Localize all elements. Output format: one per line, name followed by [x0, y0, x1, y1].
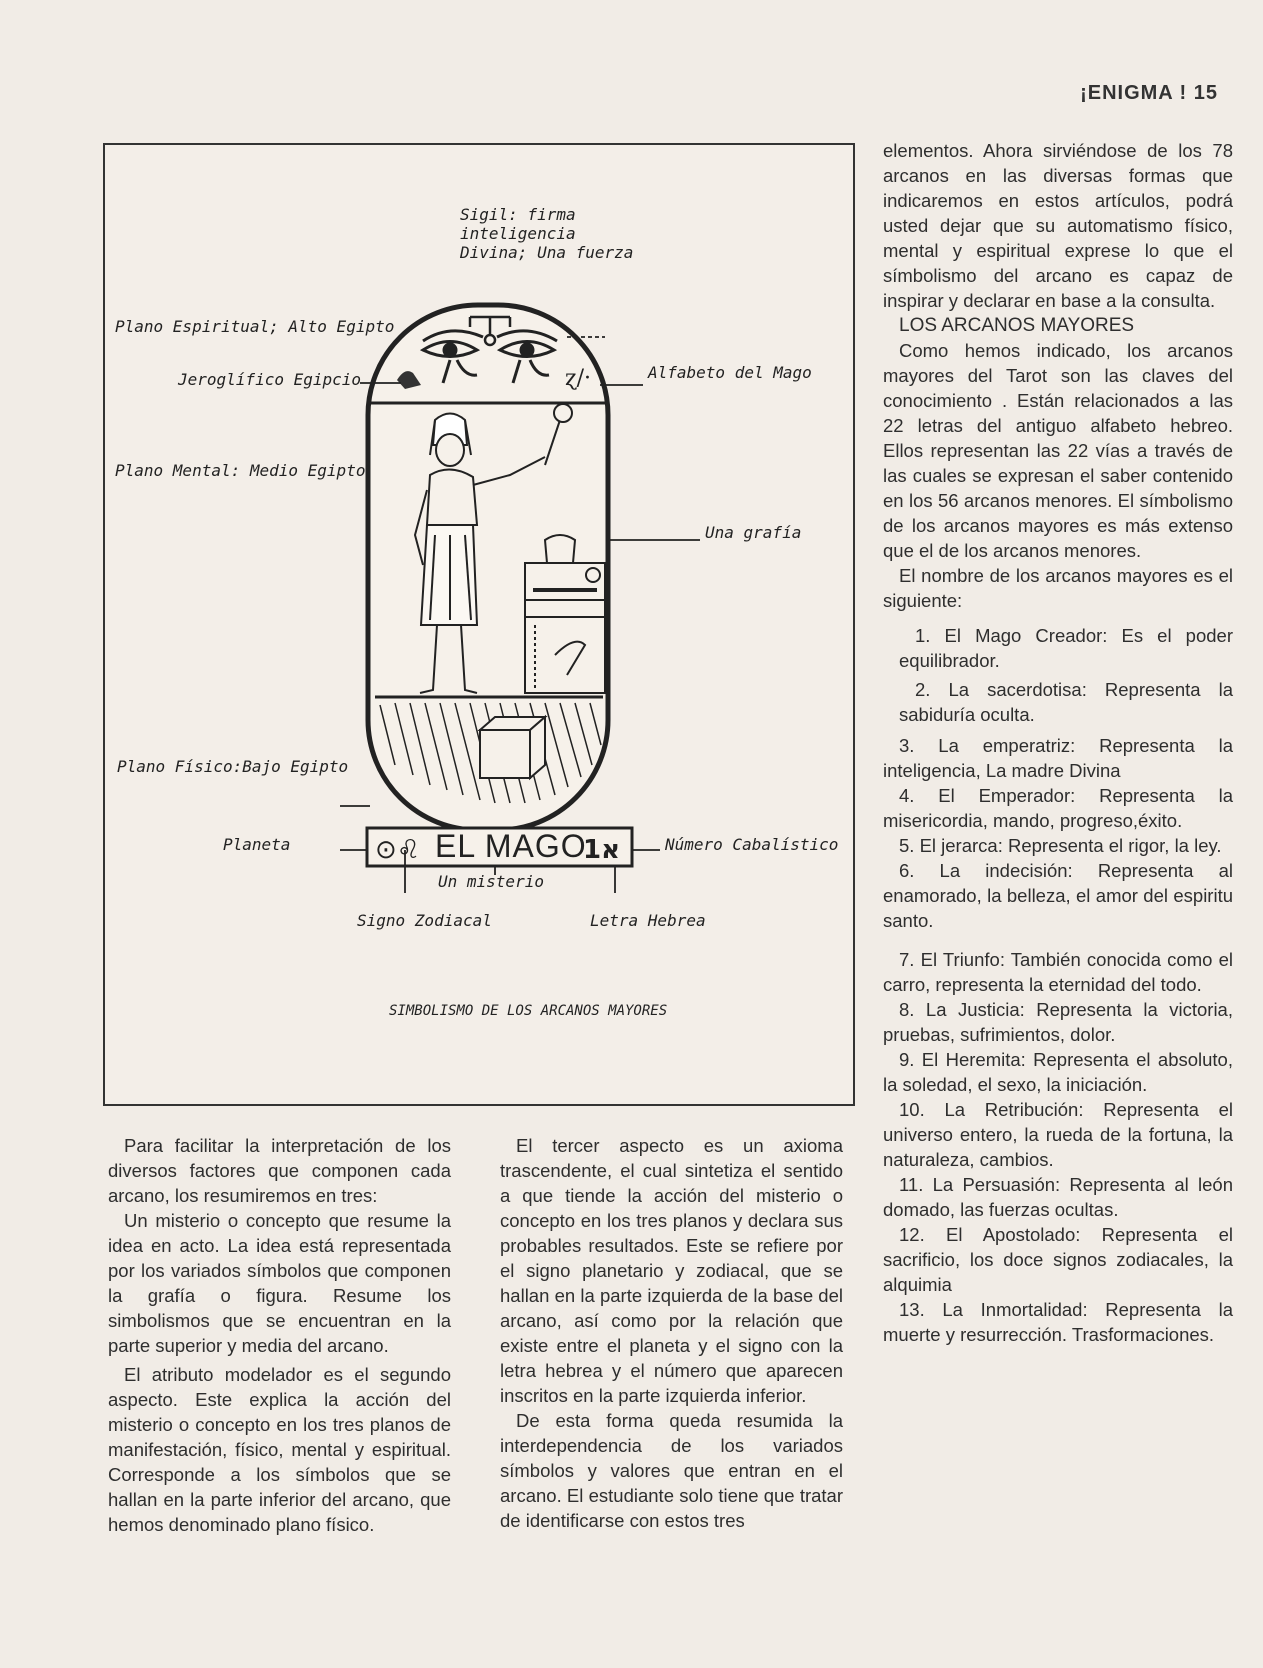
svg-text:ɀ/·: ɀ/·: [565, 366, 591, 391]
list-item: 3. La emperatriz: Representa la inteligencia, La madre Divina: [883, 735, 1233, 781]
right-intro: elementos. Ahora sirviéndose de los 78 arcanos en las diversas formas que indicaremos en estos artículos, podrá usted dejar que su automatismo físico, mental y espiritual exprese lo que el símbolismo del arcano es capaz de inspirar y declarar en base a la consulta.: [883, 140, 1233, 311]
stone-cube: [480, 717, 545, 778]
label-planeta: Planeta: [223, 835, 291, 854]
list-item: 8. La Justicia: Representa la victoria, pruebas, sufrimientos, dolor.: [883, 999, 1233, 1045]
list-item: 1. El Mago Creador: Es el poder equilibrador.: [899, 625, 1233, 671]
list-item: 4. El Emperador: Representa la misericordia, mando, progreso,éxito.: [883, 785, 1233, 831]
list-item: 5. El jerarca: Representa el rigor, la ley.: [899, 835, 1222, 856]
label-jeroglifico: Jeroglífico Egipcio: [178, 370, 362, 389]
arcana-figure: [103, 143, 855, 1106]
list-item: 13. La Inmortalidad: Representa la muerte y resurrección. Trasformaciones.: [883, 1299, 1233, 1345]
middle-paragraph-2: De esta forma queda resumida la interdependencia de los variados símbolos y valores que entran en el arcano. El estudiante solo tiene que tratar de identificarse con estos tres: [500, 1410, 843, 1531]
label-sigil: Sigil: firma inteligencia Divina; Una fuerza: [460, 205, 634, 262]
label-plano-mental: Plano Mental: Medio Egipto: [115, 461, 366, 480]
card-title: EL MAGO: [435, 828, 587, 864]
list-item: 6. La indecisión: Representa al enamorado, la belleza, el amor del espiritu santo.: [883, 860, 1233, 931]
list-item: 11. La Persuasión: Representa al león domado, las fuerzas ocultas.: [883, 1174, 1233, 1220]
label-plano-espiritual: Plano Espiritual; Alto Egipto: [115, 317, 395, 336]
list-item: 10. La Retribución: Representa el universo entero, la rueda de la fortuna, la naturaleza, cambios.: [883, 1099, 1233, 1170]
left-paragraph-3: El atributo modelador es el segundo aspecto. Este explica la acción del misterio o concepto en los tres planos de manifestación, físico, mental y espiritual. Corresponde a los símbolos que se hallan en la parte inferior del arcano, que hemos denominado plano físico.: [108, 1364, 451, 1535]
label-letra-hebrea: Letra Hebrea: [590, 911, 706, 930]
section-title: LOS ARCANOS MAYORES: [899, 315, 1135, 336]
right-paragraph-2: El nombre de los arcanos mayores es el siguiente:: [883, 565, 1233, 611]
list-item: 12. El Apostolado: Representa el sacrificio, los doce signos zodiacales, la alquimia: [883, 1224, 1233, 1295]
planet-zodiac-symbols: ⊙♌: [375, 835, 421, 865]
right-paragraph-1: Como hemos indicado, los arcanos mayores del Tarot son las claves del conocimiento . Están relacionados a las 22 letras del antiguo alfabeto hebreo. Ellos representan las 22 vías a través de las cuales se expresan el saber contenido en los 56 arcanos menores. El símbolismo de los arcanos mayores es más extenso que el de los arcanos menores.: [883, 340, 1233, 561]
list-item: 7. El Triunfo: También conocida como el carro, representa la eternidad del todo.: [883, 949, 1233, 995]
el-mago-cartouche-illustration: [105, 145, 857, 1108]
right-column: [883, 138, 1233, 1347]
middle-paragraph-1: El tercer aspecto es un axioma trascendente, el cual sintetiza el sentido a que tiende la acción del misterio o concepto en los tres planos y declara sus probables resultados. Este se refiere por el signo planetario y zodiacal, que se hallan en la parte izquierda de la base del arcano, así como por la relación que existe entre el planeta y el signo con la letra hebrea y el número que aparecen inscritos en la parte izquierda inferior.: [500, 1135, 843, 1406]
label-alfabeto: Alfabeto del Mago: [648, 363, 812, 382]
figure-caption: SIMBOLISMO DE LOS ARCANOS MAYORES: [389, 1003, 668, 1019]
left-paragraph-2: Un misterio o concepto que resume la idea en acto. La idea está representada por los variados símbolos que componen la grafía o figura. Resume los simbolismos que se encuentran en la parte superior y media del arcano.: [108, 1210, 451, 1356]
page-header: ¡ENIGMA ! 15: [1080, 82, 1218, 104]
left-paragraph-1: Para facilitar la interpretación de los diversos factores que componen cada arcano, los resumiremos en tres:: [108, 1135, 451, 1206]
left-column: [108, 1133, 451, 1537]
list-item: 2. La sacerdotisa: Representa la sabiduría oculta.: [899, 679, 1233, 725]
middle-column: [500, 1133, 843, 1533]
label-grafia: Una grafía: [705, 523, 802, 542]
hebrew-letter-number: א1: [583, 835, 621, 865]
label-numero-cabalistico: Número Cabalístico: [665, 835, 839, 854]
label-plano-fisico: Plano Físico:Bajo Egipto: [117, 757, 349, 776]
list-item: 9. El Heremita: Representa el absoluto, la soledad, el sexo, la iniciación.: [883, 1049, 1233, 1095]
label-misterio: Un misterio: [438, 872, 544, 891]
label-signo-zodiacal: Signo Zodiacal: [357, 911, 492, 930]
